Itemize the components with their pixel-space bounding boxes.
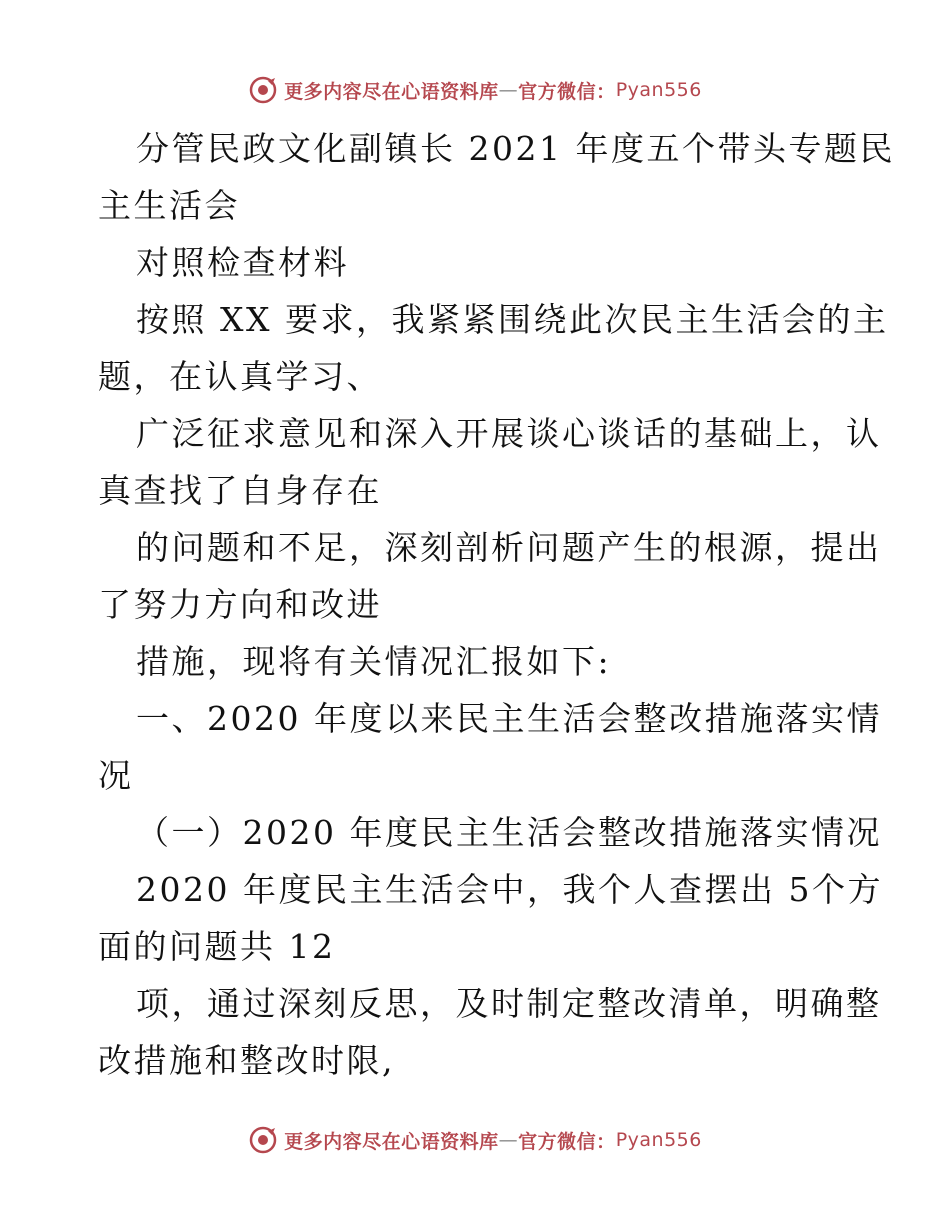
watermark-wechat-label: 官方微信：: [518, 1130, 616, 1153]
subsection-heading: （一）2020 年度民主生活会整改措施落实情况: [136, 813, 882, 852]
watermark-wechat-id: Pyan556: [615, 1129, 702, 1151]
section-heading: 一、2020 年度以来民主生活会整改措施落实情: [136, 699, 882, 738]
text-line: 2020 年度民主生活会中，我个人查摆出 5个方: [136, 870, 883, 909]
logo-icon: [248, 75, 278, 105]
text-line: 项，通过深刻反思，及时制定整改清单，明确整: [136, 984, 882, 1023]
text-line: 主生活会: [98, 186, 240, 225]
section-heading-continued: 况: [98, 756, 134, 795]
watermark-wechat-id: Pyan556: [615, 79, 702, 101]
text-line: 了努力方向和改进: [98, 585, 382, 624]
watermark-site-text: 更多内容尽在心语资料库: [284, 80, 499, 103]
watermark-separator: —: [498, 79, 519, 101]
text-line: 广泛征求意见和深入开展谈心谈话的基础上，认: [136, 414, 882, 453]
text-line: 面的问题共 12: [98, 927, 336, 966]
watermark-wechat-label: 官方微信：: [518, 80, 616, 103]
watermark-header: [0, 70, 950, 110]
watermark-separator: —: [498, 1129, 519, 1151]
text-line: 题，在认真学习、: [98, 357, 382, 396]
logo-icon: [248, 1125, 278, 1155]
text-line: 分管民政文化副镇长 2021 年度五个带头专题民: [136, 129, 895, 168]
watermark-site-text: 更多内容尽在心语资料库: [284, 1130, 499, 1153]
text-line: 措施，现将有关情况汇报如下:: [136, 642, 612, 681]
text-line: 真查找了自身存在: [98, 471, 382, 510]
document-body: [98, 120, 895, 1089]
text-line: 改措施和整改时限,: [98, 1041, 395, 1080]
text-line: 对照检查材料: [136, 243, 349, 282]
watermark-footer: [0, 1120, 950, 1160]
text-line: 按照 XX 要求，我紧紧围绕此次民主生活会的主: [136, 300, 889, 339]
text-line: 的问题和不足，深刻剖析问题产生的根源，提出: [136, 528, 882, 567]
